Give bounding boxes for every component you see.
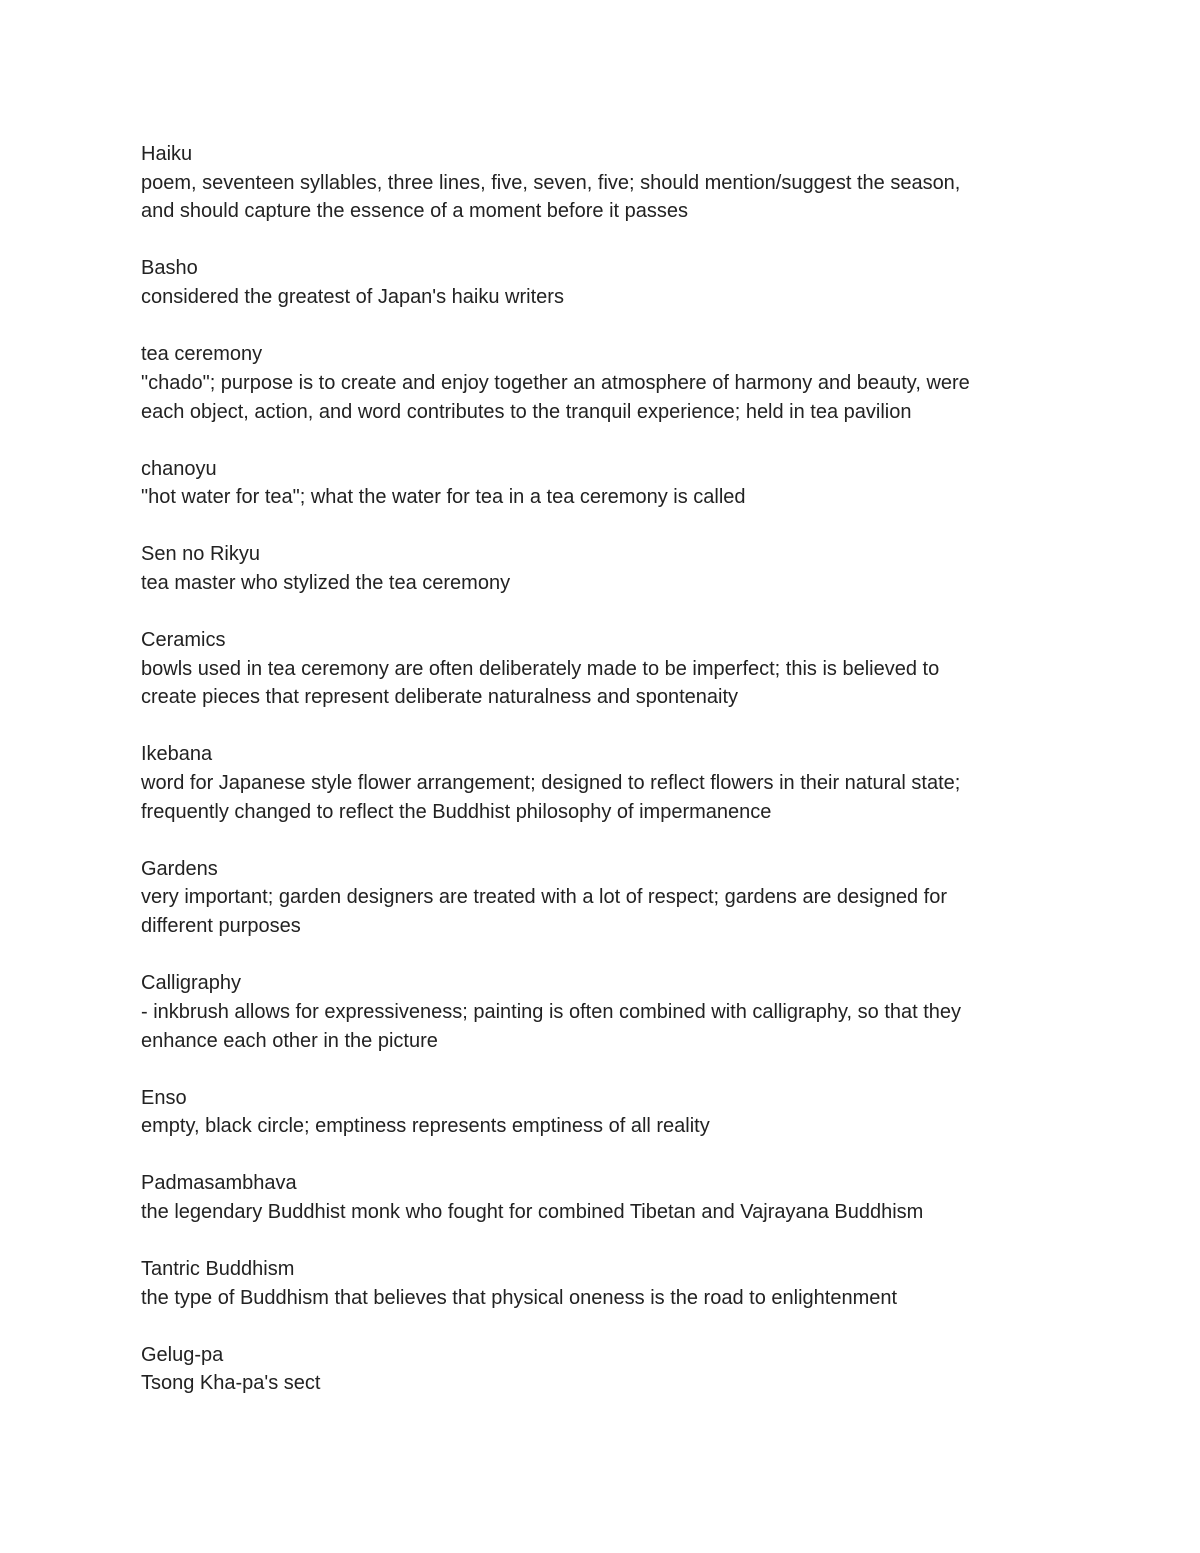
entry-term: Sen no Rikyu <box>141 543 260 566</box>
entry-definition-line: bowls used in tea ceremony are often deliberately made to be imperfect; this is believed to <box>141 657 940 680</box>
glossary-entry <box>141 1255 1061 1312</box>
glossary-entry <box>141 1341 1061 1398</box>
entry-term: Ceramics <box>141 628 226 651</box>
entry-term: Tantric Buddhism <box>141 1257 295 1280</box>
glossary-entry <box>141 855 1061 941</box>
entry-definition-line: "chado"; purpose is to create and enjoy together an atmosphere of harmony and beauty, were <box>141 371 970 394</box>
glossary-entry <box>141 340 1061 426</box>
entry-term: tea ceremony <box>141 343 263 366</box>
entry-term: Enso <box>141 1086 187 1109</box>
entry-term: chanoyu <box>141 457 217 480</box>
entry-definition-line: - inkbrush allows for expressiveness; painting is often combined with calligraphy, so that they <box>141 1000 962 1023</box>
entry-term: Gardens <box>141 857 218 880</box>
entry-definition-line: Tsong Kha-pa's sect <box>141 1372 321 1395</box>
entry-definition-line: enhance each other in the picture <box>141 1029 438 1052</box>
entry-definition-line: create pieces that represent deliberate naturalness and spontenaity <box>141 686 739 709</box>
entry-definition-line: very important; garden designers are treated with a lot of respect; gardens are designed for <box>141 886 948 909</box>
entry-term: Calligraphy <box>141 972 242 995</box>
entry-term: Ikebana <box>141 743 213 766</box>
entry-definition-line: word for Japanese style flower arrangement; designed to reflect flowers in their natural state; <box>141 772 961 795</box>
glossary-entry <box>141 626 1061 712</box>
glossary-entry <box>141 1169 1061 1226</box>
entry-term: Haiku <box>141 143 193 165</box>
entry-definition-line: tea master who stylized the tea ceremony <box>141 571 511 594</box>
glossary-list <box>141 140 1061 1426</box>
glossary-entry <box>141 969 1061 1055</box>
entry-definition-line: poem, seventeen syllables, three lines, five, seven, five; should mention/suggest the season, <box>141 171 961 194</box>
entry-term: Gelug-pa <box>141 1343 224 1366</box>
glossary-entry <box>141 140 1061 226</box>
entry-term: Basho <box>141 257 198 280</box>
entry-definition-line: and should capture the essence of a moment before it passes <box>141 200 689 223</box>
entry-definition-line: considered the greatest of Japan's haiku writers <box>141 286 564 309</box>
entry-definition-line: each object, action, and word contributes to the tranquil experience; held in tea pavilion <box>141 400 912 423</box>
entry-definition-line: the legendary Buddhist monk who fought for combined Tibetan and Vajrayana Buddhism <box>141 1200 924 1223</box>
entry-definition-line: empty, black circle; emptiness represents emptiness of all reality <box>141 1115 710 1138</box>
entry-definition-line: frequently changed to reflect the Buddhist philosophy of impermanence <box>141 800 772 823</box>
entry-definition-line: different purposes <box>141 915 301 938</box>
glossary-entry <box>141 1084 1061 1141</box>
entry-term: Padmasambhava <box>141 1172 297 1195</box>
entry-definition-line: "hot water for tea"; what the water for tea in a tea ceremony is called <box>141 486 746 509</box>
glossary-entry <box>141 540 1061 597</box>
glossary-entry <box>141 740 1061 826</box>
entry-definition-line: the type of Buddhism that believes that physical oneness is the road to enlightenment <box>141 1286 898 1309</box>
glossary-entry <box>141 254 1061 311</box>
glossary-entry <box>141 455 1061 512</box>
